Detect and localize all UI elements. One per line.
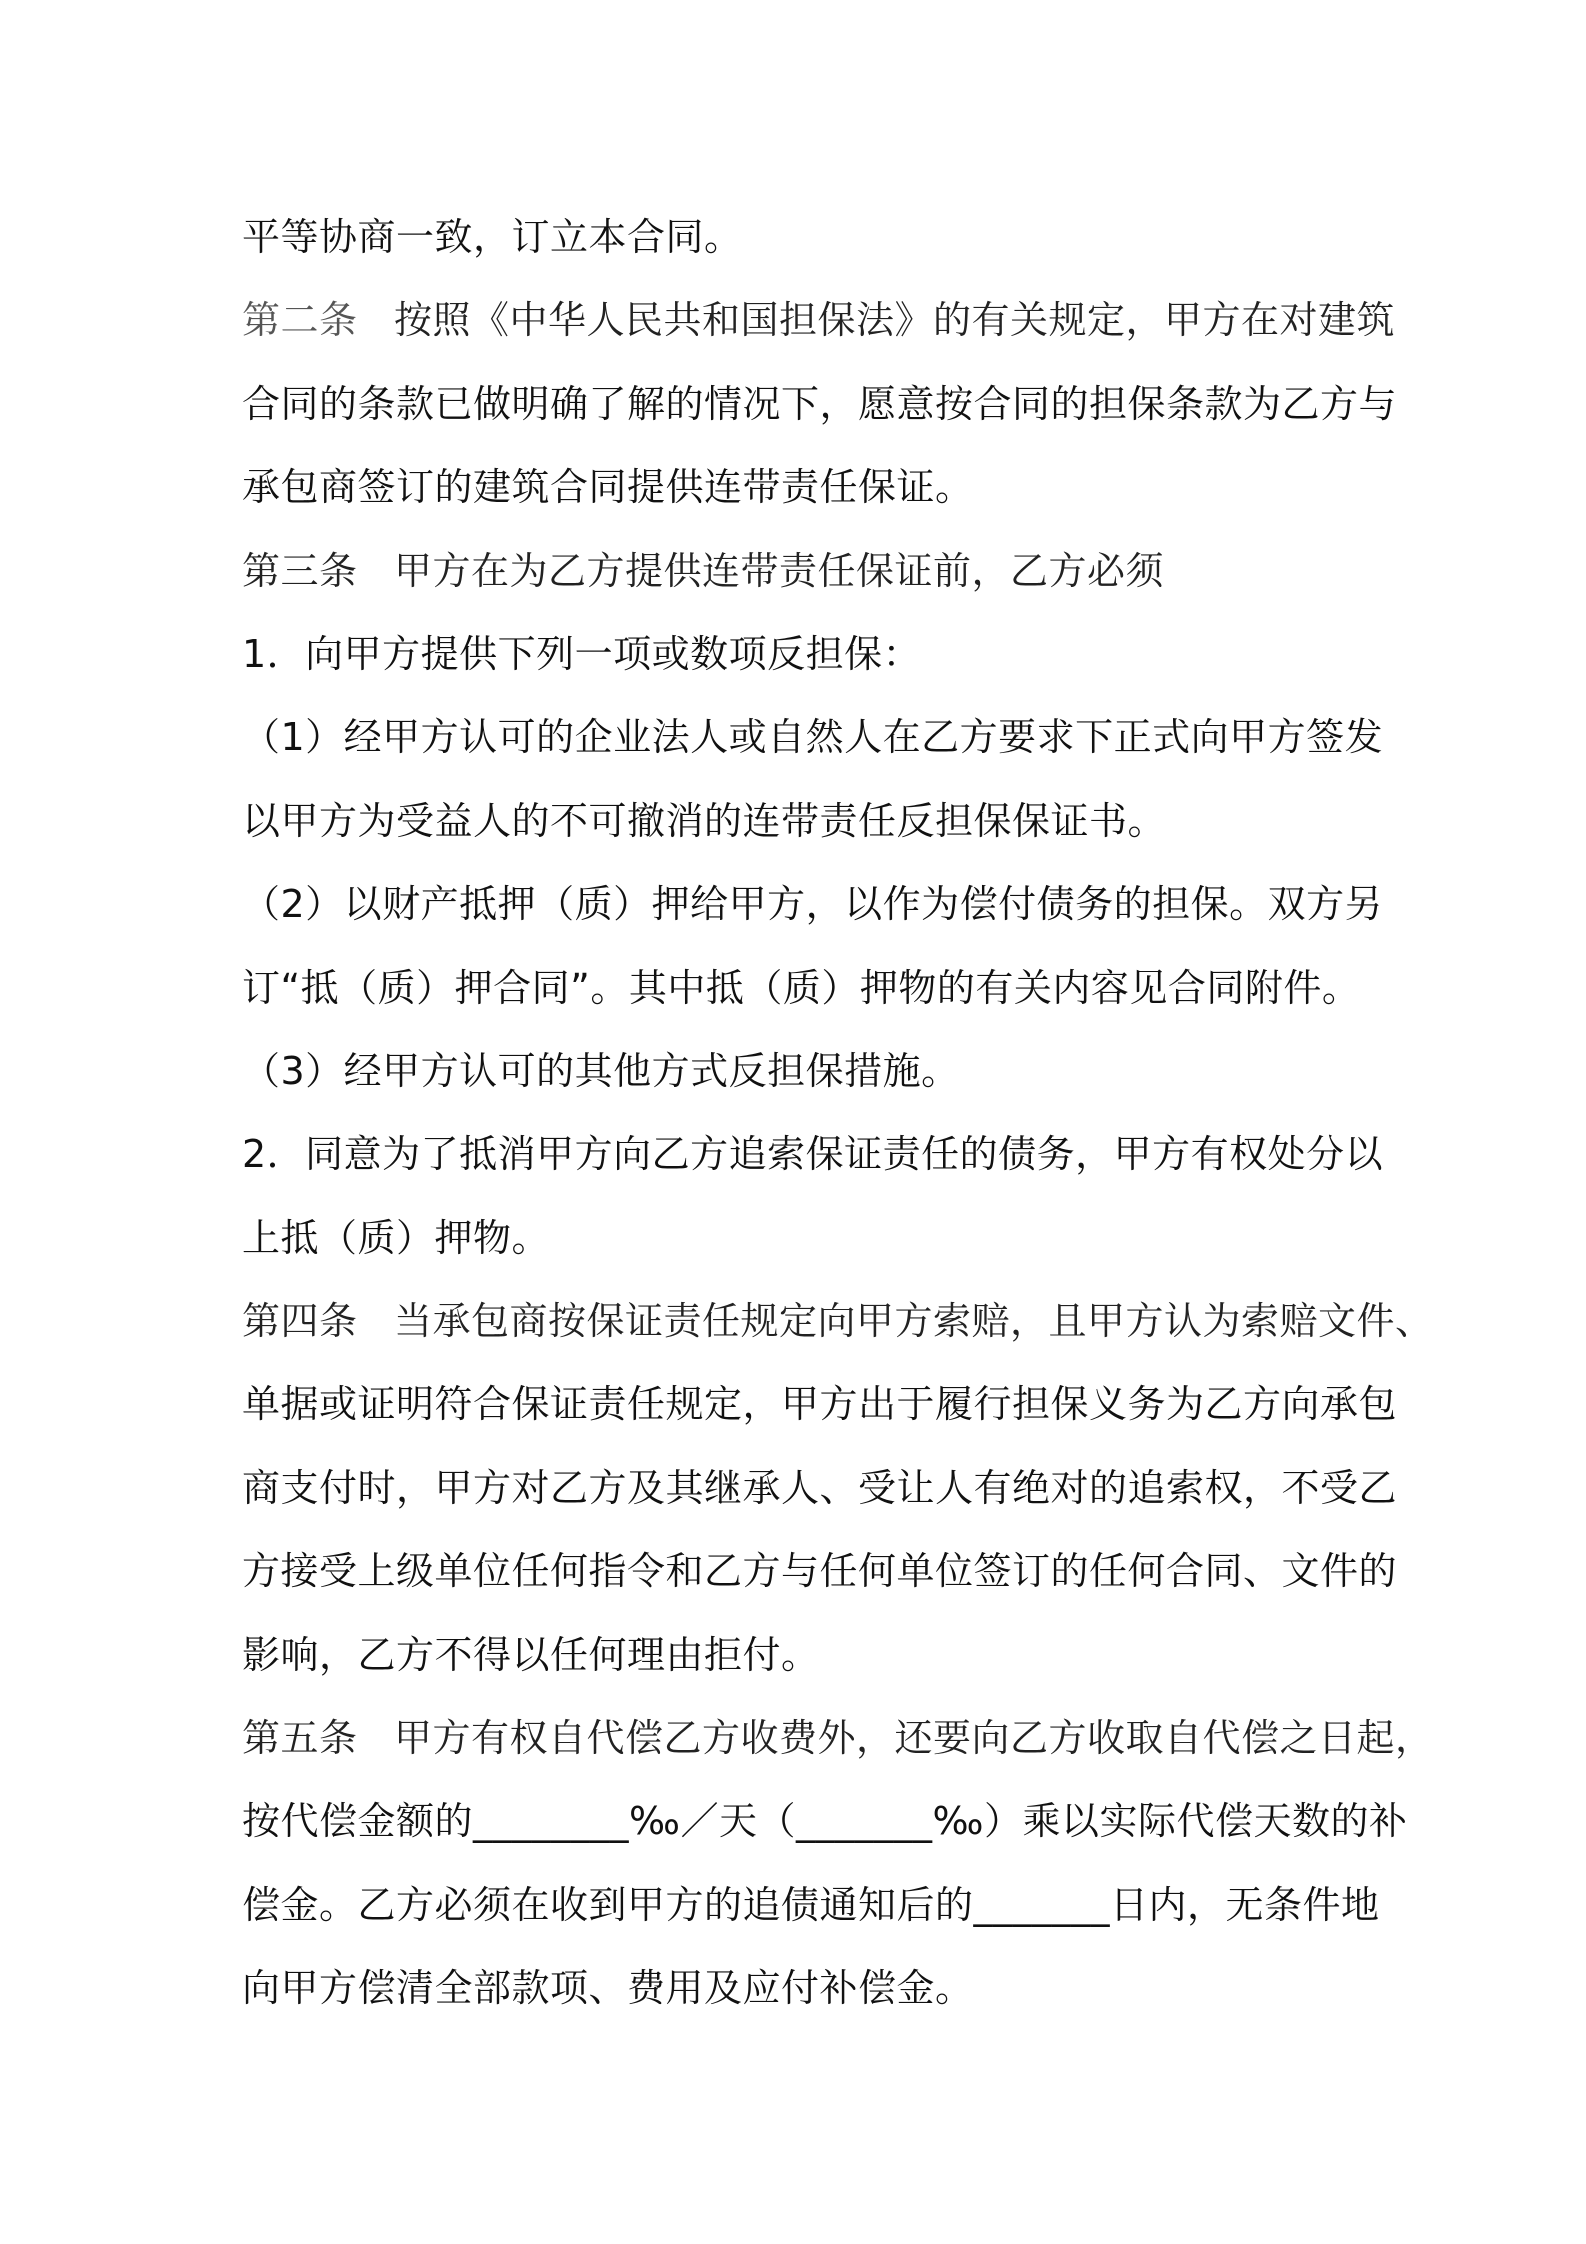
- line-text: （1）经甲方认可的企业法人或自然人在乙方要求下正式向甲方签发: [242, 715, 1384, 760]
- paragraph-line: [242, 363, 1398, 446]
- line-text: 当承包商按保证责任规定向甲方索赔，且甲方认为索赔文件、: [394, 1299, 1434, 1344]
- line-text: 影响，乙方不得以任何理由拒付。: [242, 1632, 820, 1677]
- line-text: 按照《中华人民共和国担保法》的有关规定，甲方在对建筑: [394, 298, 1396, 343]
- line-text: 单据或证明符合保证责任规定，甲方出于履行担保义务为乙方向承包: [242, 1382, 1398, 1427]
- line-text: 上抵（质）押物。: [242, 1215, 551, 1260]
- line-text: （3）经甲方认可的其他方式反担保措施。: [242, 1048, 960, 1093]
- article-5-heading-line: [242, 1697, 1434, 1780]
- line-text: 平等协商一致，订立本合同。: [242, 215, 743, 259]
- line-text: 1．向甲方提供下列一项或数项反担保：: [242, 631, 922, 676]
- line-text: 向甲方偿清全部款项、费用及应付补偿金。: [242, 1966, 974, 2011]
- line-text: 承包商签订的建筑合同提供连带责任保证。: [242, 465, 974, 510]
- article-number: 第五条: [242, 1716, 358, 1761]
- article-2-heading-line: [242, 279, 1396, 362]
- article-4-heading-line: [242, 1280, 1434, 1363]
- article-3-heading-line: [242, 530, 1392, 613]
- paragraph-line: [242, 446, 1392, 529]
- paragraph-line: [242, 196, 1392, 279]
- paragraph-line: [242, 780, 1392, 863]
- line-text: （2）以财产抵押（质）押给甲方，以作为偿付债务的担保。双方另: [242, 882, 1384, 927]
- paragraph-line: [242, 1113, 1392, 1196]
- paragraph-line: [242, 1947, 1392, 2030]
- paragraph-line: [242, 863, 1392, 946]
- paragraph-line: [242, 1530, 1398, 1613]
- paragraph-line: [242, 1614, 1392, 1697]
- paragraph-line: [242, 1030, 1392, 1113]
- article-number: 第四条: [242, 1299, 358, 1344]
- line-text: 方接受上级单位任何指令和乙方与任何单位签订的任何合同、文件的: [242, 1549, 1398, 1594]
- paragraph-line: [242, 1197, 1392, 1280]
- line-text: 2．同意为了抵消甲方向乙方追索保证责任的债务，甲方有权处分以: [242, 1132, 1384, 1177]
- article-number: 第二条: [242, 298, 358, 343]
- article-number: 第三条: [242, 548, 358, 593]
- paragraph-line: [242, 613, 1392, 696]
- line-text: 甲方有权自代偿乙方收费外，还要向乙方收取自代偿之日起，: [394, 1716, 1434, 1761]
- contract-text-body: [242, 196, 1434, 2031]
- line-text: 商支付时，甲方对乙方及其继承人、受让人有绝对的追索权，不受乙: [242, 1465, 1398, 1510]
- paragraph-line: [242, 696, 1392, 779]
- paragraph-line: [242, 1780, 1408, 1863]
- line-text: 偿金。乙方必须在收到甲方的追债通知后的_______日内，无条件地: [242, 1882, 1380, 1927]
- line-text: 以甲方为受益人的不可撤消的连带责任反担保保证书。: [242, 798, 1167, 843]
- line-text: 订“抵（质）押合同”。其中抵（质）押物的有关内容见合同附件。: [242, 965, 1361, 1010]
- paragraph-line: [242, 1864, 1392, 1947]
- line-text: 甲方在为乙方提供连带责任保证前，乙方必须: [394, 548, 1165, 593]
- line-text: 按代偿金额的________‰／天（_______‰）乘以实际代偿天数的补: [242, 1799, 1408, 1844]
- line-text: 合同的条款已做明确了解的情况下，愿意按合同的担保条款为乙方与: [242, 381, 1398, 426]
- paragraph-line: [242, 1447, 1398, 1530]
- paragraph-line: [242, 1363, 1398, 1446]
- paragraph-line: [242, 947, 1392, 1030]
